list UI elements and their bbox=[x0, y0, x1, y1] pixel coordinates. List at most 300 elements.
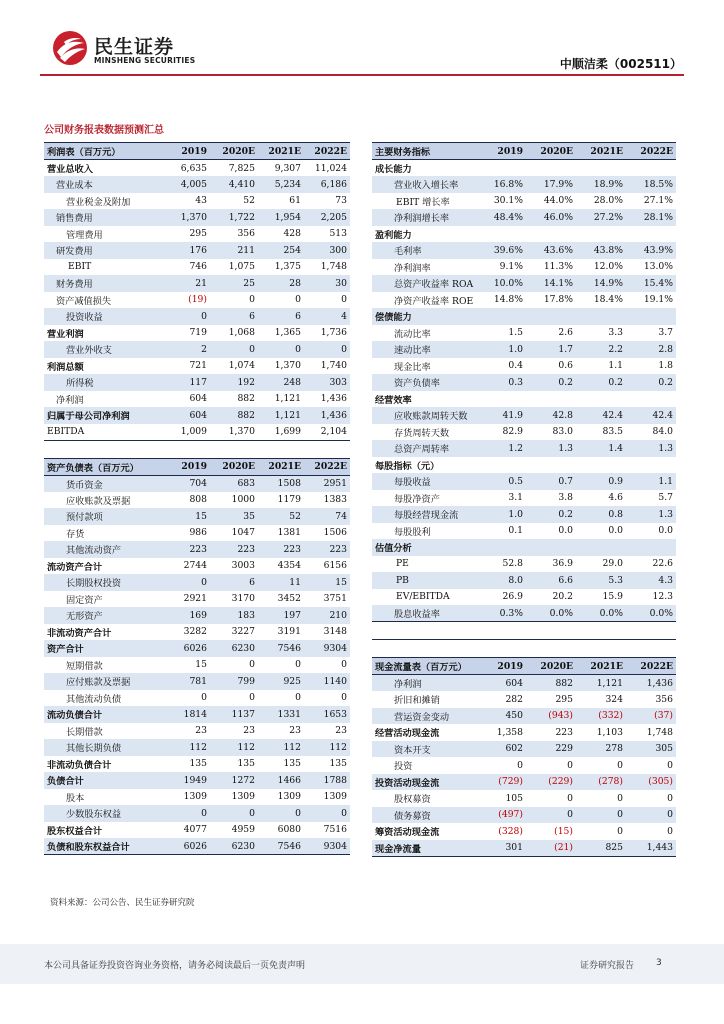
value-cell: 61 bbox=[289, 195, 301, 207]
value-cell: 746 bbox=[189, 261, 207, 273]
value-cell: 1,121 bbox=[258, 407, 304, 424]
value-cell: 42.8 bbox=[526, 407, 576, 424]
value-cell: 27.2% bbox=[576, 209, 626, 226]
minsheng-logo bbox=[52, 30, 212, 70]
value-cell: 0.2 bbox=[526, 374, 576, 391]
value-cell: 1.7 bbox=[526, 341, 576, 358]
row-label: 筹资活动现金流 bbox=[375, 827, 440, 839]
value-cell: 112 bbox=[304, 739, 350, 756]
row-label: 股本 bbox=[66, 792, 85, 804]
row-label: 投资活动现金流 bbox=[372, 774, 476, 791]
row-label: 长期股权投资 bbox=[44, 574, 162, 591]
row-label: 营业总收入 bbox=[47, 164, 93, 175]
value-cell: 4.3 bbox=[626, 572, 676, 589]
value-cell: 1,436 bbox=[304, 407, 350, 424]
value-cell bbox=[576, 539, 626, 556]
table-row bbox=[44, 308, 350, 325]
table-row bbox=[44, 789, 350, 806]
row-label: 成长能力 bbox=[375, 164, 412, 175]
value-cell: 42.4 bbox=[626, 407, 676, 424]
table-row bbox=[372, 160, 676, 177]
value-cell: 105 bbox=[505, 792, 523, 804]
row-label: 负债合计 bbox=[44, 772, 162, 789]
value-cell: 0 bbox=[162, 308, 210, 325]
value-cell: 39.6% bbox=[476, 242, 526, 259]
value-cell bbox=[626, 539, 676, 556]
value-cell: 0 bbox=[304, 805, 350, 822]
value-cell: 46.0% bbox=[526, 209, 576, 226]
value-cell: 2921 bbox=[183, 593, 207, 605]
table-row bbox=[44, 624, 350, 641]
value-cell: 0 bbox=[667, 792, 673, 804]
table-row bbox=[44, 574, 350, 591]
table-row bbox=[372, 807, 676, 824]
value-cell: 1,075 bbox=[228, 261, 255, 273]
table-row bbox=[44, 739, 350, 756]
value-cell: 169 bbox=[162, 607, 210, 624]
value-cell: 112 bbox=[258, 739, 304, 756]
value-cell: 15 bbox=[304, 574, 350, 591]
table-row bbox=[372, 589, 676, 606]
value-cell: 0.4 bbox=[508, 360, 523, 372]
value-cell: 513 bbox=[329, 228, 347, 240]
value-cell: 1,358 bbox=[496, 726, 523, 738]
value-cell: 1,699 bbox=[258, 424, 304, 441]
value-cell: 83.5 bbox=[602, 426, 623, 438]
table-row bbox=[372, 708, 676, 725]
row-label: 净利润 bbox=[372, 675, 476, 692]
row-label: 每股股利 bbox=[394, 526, 431, 538]
key-indicators-cashflow-table bbox=[372, 142, 676, 857]
value-cell: 7,825 bbox=[228, 162, 255, 174]
spacer-cell bbox=[372, 640, 676, 658]
value-cell: 1,443 bbox=[626, 840, 676, 857]
column-header: 2022E bbox=[626, 143, 676, 160]
value-cell: 0.5 bbox=[476, 473, 526, 490]
table-row bbox=[44, 292, 350, 309]
row-label: 其他长期负债 bbox=[44, 739, 162, 756]
source-note: 资料来源：公司公告、民生证券研究院 bbox=[50, 898, 195, 908]
value-cell: 0.0% bbox=[526, 605, 576, 622]
table-row bbox=[372, 790, 676, 807]
value-cell: 0 bbox=[201, 692, 207, 704]
value-cell: 23 bbox=[289, 725, 301, 737]
value-cell: 135 bbox=[283, 758, 301, 770]
value-cell: 683 bbox=[210, 475, 258, 492]
value-cell: 0 bbox=[526, 807, 576, 824]
value-cell: 0 bbox=[341, 294, 347, 306]
row-label: 非流动负债合计 bbox=[47, 759, 112, 771]
value-cell: 1.3 bbox=[526, 440, 576, 457]
value-cell: 0 bbox=[162, 574, 210, 591]
value-cell: 6026 bbox=[162, 838, 210, 855]
table-row bbox=[372, 242, 676, 259]
value-cell: 925 bbox=[258, 673, 304, 690]
row-label: 销售费用 bbox=[44, 209, 162, 226]
table-row bbox=[44, 325, 350, 342]
table-row bbox=[44, 607, 350, 624]
value-cell: 0.3 bbox=[476, 374, 526, 391]
value-cell: 192 bbox=[210, 374, 258, 391]
financial-statements-table bbox=[44, 142, 350, 855]
row-label: 预付款项 bbox=[44, 508, 162, 525]
value-cell: 0.0% bbox=[576, 605, 626, 622]
table-row bbox=[44, 822, 350, 839]
value-cell: 29.0 bbox=[602, 558, 623, 570]
value-cell: 27.1% bbox=[643, 195, 673, 207]
value-cell: 36.9 bbox=[552, 558, 573, 570]
value-cell bbox=[626, 391, 676, 408]
value-cell: 428 bbox=[283, 228, 301, 240]
value-cell: 0 bbox=[617, 825, 623, 837]
value-cell: 1,722 bbox=[210, 209, 258, 226]
row-label: 研发费用 bbox=[44, 242, 162, 259]
table-row bbox=[372, 490, 676, 507]
value-cell: 26.9 bbox=[502, 591, 523, 603]
value-cell: 1,748 bbox=[646, 726, 673, 738]
value-cell bbox=[576, 226, 626, 243]
table-header-row bbox=[44, 143, 350, 160]
value-cell: 43.9% bbox=[626, 242, 676, 259]
value-cell: 25 bbox=[210, 275, 258, 292]
value-cell bbox=[576, 457, 626, 474]
value-cell: 30.1% bbox=[493, 195, 523, 207]
value-cell: 13.0% bbox=[643, 261, 673, 273]
value-cell: 0 bbox=[304, 341, 350, 358]
value-cell: 6230 bbox=[210, 640, 258, 657]
table-row bbox=[372, 539, 676, 556]
value-cell: 450 bbox=[476, 708, 526, 725]
value-cell: 1000 bbox=[231, 494, 255, 506]
row-label: 管理费用 bbox=[66, 229, 103, 241]
value-cell: 324 bbox=[605, 693, 623, 705]
section-title: 公司财务报表数据预测汇总 bbox=[44, 125, 164, 136]
table-row bbox=[372, 757, 676, 774]
value-cell: 52 bbox=[258, 508, 304, 525]
value-cell: 41.9 bbox=[476, 407, 526, 424]
row-label: 估值分析 bbox=[372, 539, 476, 556]
value-cell: 112 bbox=[162, 739, 210, 756]
value-cell: 18.4% bbox=[593, 294, 623, 306]
table-row bbox=[44, 838, 350, 855]
value-cell: 112 bbox=[210, 739, 258, 756]
spacer-row bbox=[372, 640, 676, 658]
value-cell: 6156 bbox=[323, 560, 347, 572]
value-cell: 1,121 bbox=[576, 675, 626, 692]
value-cell: 9.1% bbox=[499, 261, 523, 273]
table-row bbox=[44, 160, 350, 177]
row-label: 应收账款及票据 bbox=[66, 495, 131, 507]
value-cell: 28 bbox=[258, 275, 304, 292]
row-label: 每股净资产 bbox=[394, 493, 440, 505]
row-label: 存货 bbox=[66, 528, 85, 540]
value-cell: 223 bbox=[555, 726, 573, 738]
table-row bbox=[372, 407, 676, 424]
value-cell: 0 bbox=[249, 659, 255, 671]
value-cell: 9,307 bbox=[274, 162, 301, 174]
value-cell: 0 bbox=[295, 659, 301, 671]
value-cell: 7516 bbox=[323, 824, 347, 836]
value-cell: 2,205 bbox=[304, 209, 350, 226]
value-cell: 0 bbox=[210, 805, 258, 822]
row-label: EV/EBITDA bbox=[396, 591, 450, 603]
value-cell: 229 bbox=[526, 741, 576, 758]
value-cell: 30 bbox=[304, 275, 350, 292]
value-cell: 0 bbox=[617, 759, 623, 771]
value-cell: 882 bbox=[237, 393, 255, 405]
value-cell: 4354 bbox=[277, 560, 301, 572]
value-cell bbox=[526, 226, 576, 243]
value-cell: 1.3 bbox=[626, 506, 676, 523]
value-cell: (497) bbox=[476, 807, 526, 824]
value-cell: 9304 bbox=[304, 640, 350, 657]
value-cell: 6230 bbox=[210, 838, 258, 855]
value-cell: 1,370 bbox=[274, 360, 301, 372]
value-cell: 1466 bbox=[258, 772, 304, 789]
row-label: PB bbox=[372, 572, 476, 589]
value-cell: 2744 bbox=[183, 560, 207, 572]
row-label: 偿债能力 bbox=[372, 308, 476, 325]
value-cell: 0 bbox=[667, 759, 673, 771]
value-cell: 0.2 bbox=[626, 374, 676, 391]
value-cell: 223 bbox=[304, 541, 350, 558]
value-cell: 3751 bbox=[323, 593, 347, 605]
table-row bbox=[372, 275, 676, 292]
table-row bbox=[44, 475, 350, 492]
table-row bbox=[372, 374, 676, 391]
value-cell bbox=[576, 160, 626, 177]
value-cell: 6,186 bbox=[304, 176, 350, 193]
column-header: 2020E bbox=[210, 143, 258, 160]
spacer-row bbox=[44, 440, 350, 458]
value-cell: 0.0 bbox=[608, 525, 623, 537]
value-cell: 1.3 bbox=[626, 440, 676, 457]
value-cell bbox=[626, 160, 676, 177]
value-cell bbox=[526, 391, 576, 408]
row-label: 股权募资 bbox=[394, 794, 431, 806]
value-cell: 0 bbox=[517, 759, 523, 771]
value-cell: 6 bbox=[258, 308, 304, 325]
value-cell bbox=[476, 308, 526, 325]
value-cell: 0 bbox=[210, 341, 258, 358]
table-row bbox=[372, 572, 676, 589]
value-cell: 15.9 bbox=[602, 591, 623, 603]
value-cell: 15.4% bbox=[626, 275, 676, 292]
value-cell: 0.2 bbox=[576, 374, 626, 391]
value-cell: 4.6 bbox=[608, 492, 623, 504]
value-cell: 0.0% bbox=[626, 605, 676, 622]
column-header: 2019 bbox=[476, 658, 526, 675]
value-cell: 2 bbox=[162, 341, 210, 358]
value-cell: 0.0 bbox=[658, 525, 673, 537]
table-row bbox=[44, 706, 350, 723]
row-label: 总资产周转率 bbox=[372, 440, 476, 457]
table-row bbox=[44, 508, 350, 525]
value-cell: 4077 bbox=[183, 824, 207, 836]
value-cell: 1.1 bbox=[626, 473, 676, 490]
value-cell: 1140 bbox=[304, 673, 350, 690]
value-cell: 254 bbox=[258, 242, 304, 259]
value-cell: 1814 bbox=[162, 706, 210, 723]
value-cell: 3003 bbox=[231, 560, 255, 572]
value-cell: 1383 bbox=[323, 494, 347, 506]
row-label: 营业收入增长率 bbox=[372, 176, 476, 193]
table-row bbox=[44, 226, 350, 243]
value-cell: 17.8% bbox=[543, 294, 573, 306]
value-cell: 3170 bbox=[231, 593, 255, 605]
value-cell: 1788 bbox=[304, 772, 350, 789]
row-label: 债务募资 bbox=[372, 807, 476, 824]
value-cell: 0 bbox=[162, 805, 210, 822]
row-label: 营运资金变动 bbox=[372, 708, 476, 725]
row-label: EBIT 增长率 bbox=[396, 196, 450, 208]
table-row bbox=[372, 325, 676, 342]
value-cell: 52.8 bbox=[502, 558, 523, 570]
value-cell: 28.1% bbox=[626, 209, 676, 226]
value-cell: 248 bbox=[258, 374, 304, 391]
value-cell: 1272 bbox=[210, 772, 258, 789]
value-cell: 0 bbox=[341, 692, 347, 704]
value-cell: 43.6% bbox=[526, 242, 576, 259]
row-label: 货币资金 bbox=[44, 475, 162, 492]
table-row bbox=[44, 341, 350, 358]
value-cell: 356 bbox=[237, 228, 255, 240]
row-label: 流动资产合计 bbox=[47, 561, 103, 573]
row-label: 净利润 bbox=[56, 394, 84, 406]
value-cell: 781 bbox=[162, 673, 210, 690]
value-cell: 12.0% bbox=[593, 261, 623, 273]
value-cell: 1508 bbox=[258, 475, 304, 492]
row-label: 经营效率 bbox=[375, 394, 412, 406]
row-label: PE bbox=[396, 558, 409, 570]
value-cell: 0 bbox=[617, 792, 623, 804]
table-row bbox=[372, 556, 676, 573]
value-cell: 4,005 bbox=[162, 176, 210, 193]
table-row bbox=[44, 690, 350, 707]
row-label: 每股经营现金流 bbox=[372, 506, 476, 523]
table-row bbox=[44, 756, 350, 773]
column-header: 2020E bbox=[210, 458, 258, 475]
value-cell: 6080 bbox=[277, 824, 301, 836]
value-cell: 356 bbox=[655, 693, 673, 705]
value-cell: 300 bbox=[304, 242, 350, 259]
value-cell: 2.6 bbox=[558, 327, 573, 339]
column-header: 2019 bbox=[162, 143, 210, 160]
value-cell: 3.3 bbox=[608, 327, 623, 339]
value-cell: 211 bbox=[210, 242, 258, 259]
value-cell: 28.0% bbox=[593, 195, 623, 207]
value-cell: 1309 bbox=[323, 791, 347, 803]
table-row bbox=[44, 673, 350, 690]
value-cell: 7546 bbox=[258, 838, 304, 855]
value-cell: 1,009 bbox=[162, 424, 210, 441]
value-cell: 1309 bbox=[183, 791, 207, 803]
value-cell: 135 bbox=[237, 758, 255, 770]
row-label: 存货周转天数 bbox=[394, 427, 450, 439]
value-cell: 3148 bbox=[323, 626, 347, 638]
value-cell: 1381 bbox=[277, 527, 301, 539]
row-label: 每股指标（元） bbox=[375, 460, 440, 472]
value-cell: 18.5% bbox=[626, 176, 676, 193]
minsheng-logo-icon bbox=[52, 30, 88, 66]
value-cell: 16.8% bbox=[476, 176, 526, 193]
value-cell: 43 bbox=[195, 195, 207, 207]
value-cell: 1,370 bbox=[162, 209, 210, 226]
value-cell: 602 bbox=[476, 741, 526, 758]
value-cell: 3191 bbox=[277, 626, 301, 638]
column-header: 2020E bbox=[526, 143, 576, 160]
value-cell: 14.1% bbox=[526, 275, 576, 292]
value-cell: 35 bbox=[210, 508, 258, 525]
table-row bbox=[44, 657, 350, 674]
value-cell bbox=[526, 539, 576, 556]
value-cell: (37) bbox=[626, 708, 676, 725]
value-cell: 0 bbox=[249, 692, 255, 704]
table-header-row bbox=[44, 458, 350, 475]
table-row bbox=[372, 391, 676, 408]
value-cell: 1,436 bbox=[320, 393, 347, 405]
value-cell: 15 bbox=[162, 508, 210, 525]
brand-name-cn: 民生证券 bbox=[94, 36, 175, 58]
row-label: EBITDA bbox=[44, 424, 162, 441]
row-label: 财务费用 bbox=[44, 275, 162, 292]
value-cell: 15 bbox=[195, 659, 207, 671]
value-cell: 1,074 bbox=[228, 360, 255, 372]
table-title: 主要财务指标 bbox=[372, 143, 476, 160]
value-cell: (21) bbox=[526, 840, 576, 857]
value-cell: (332) bbox=[576, 708, 626, 725]
page-header bbox=[0, 0, 724, 78]
row-label: 资本开支 bbox=[372, 741, 476, 758]
value-cell: 0 bbox=[626, 807, 676, 824]
value-cell: 12.3 bbox=[652, 591, 673, 603]
value-cell bbox=[476, 391, 526, 408]
table-row bbox=[372, 176, 676, 193]
table-header-row bbox=[372, 143, 676, 160]
value-cell: (328) bbox=[498, 825, 523, 837]
value-cell: 19.1% bbox=[643, 294, 673, 306]
value-cell: 14.9% bbox=[576, 275, 626, 292]
value-cell: 22.6 bbox=[652, 558, 673, 570]
value-cell: 278 bbox=[576, 741, 626, 758]
value-cell: 2951 bbox=[304, 475, 350, 492]
value-cell bbox=[526, 308, 576, 325]
row-label: 应付账款及票据 bbox=[44, 673, 162, 690]
value-cell: 3.1 bbox=[508, 492, 523, 504]
row-label: 股东权益合计 bbox=[47, 825, 103, 837]
value-cell: 0 bbox=[295, 692, 301, 704]
header-divider bbox=[40, 74, 684, 76]
value-cell: 11.3% bbox=[543, 261, 573, 273]
value-cell: 20.2 bbox=[552, 591, 573, 603]
value-cell: 604 bbox=[189, 393, 207, 405]
row-label: 其他流动负债 bbox=[66, 693, 122, 705]
table-row bbox=[44, 558, 350, 575]
value-cell: 0 bbox=[249, 294, 255, 306]
value-cell: 295 bbox=[189, 228, 207, 240]
table-row bbox=[44, 242, 350, 259]
value-cell: 1137 bbox=[210, 706, 258, 723]
row-label: 负债和股东权益合计 bbox=[44, 838, 162, 855]
value-cell: (305) bbox=[626, 774, 676, 791]
column-header: 2019 bbox=[162, 458, 210, 475]
value-cell bbox=[576, 308, 626, 325]
row-label: 长期借款 bbox=[66, 726, 103, 738]
value-cell: 52 bbox=[243, 195, 255, 207]
value-cell: 282 bbox=[505, 693, 523, 705]
value-cell: 210 bbox=[304, 607, 350, 624]
table-row bbox=[372, 741, 676, 758]
